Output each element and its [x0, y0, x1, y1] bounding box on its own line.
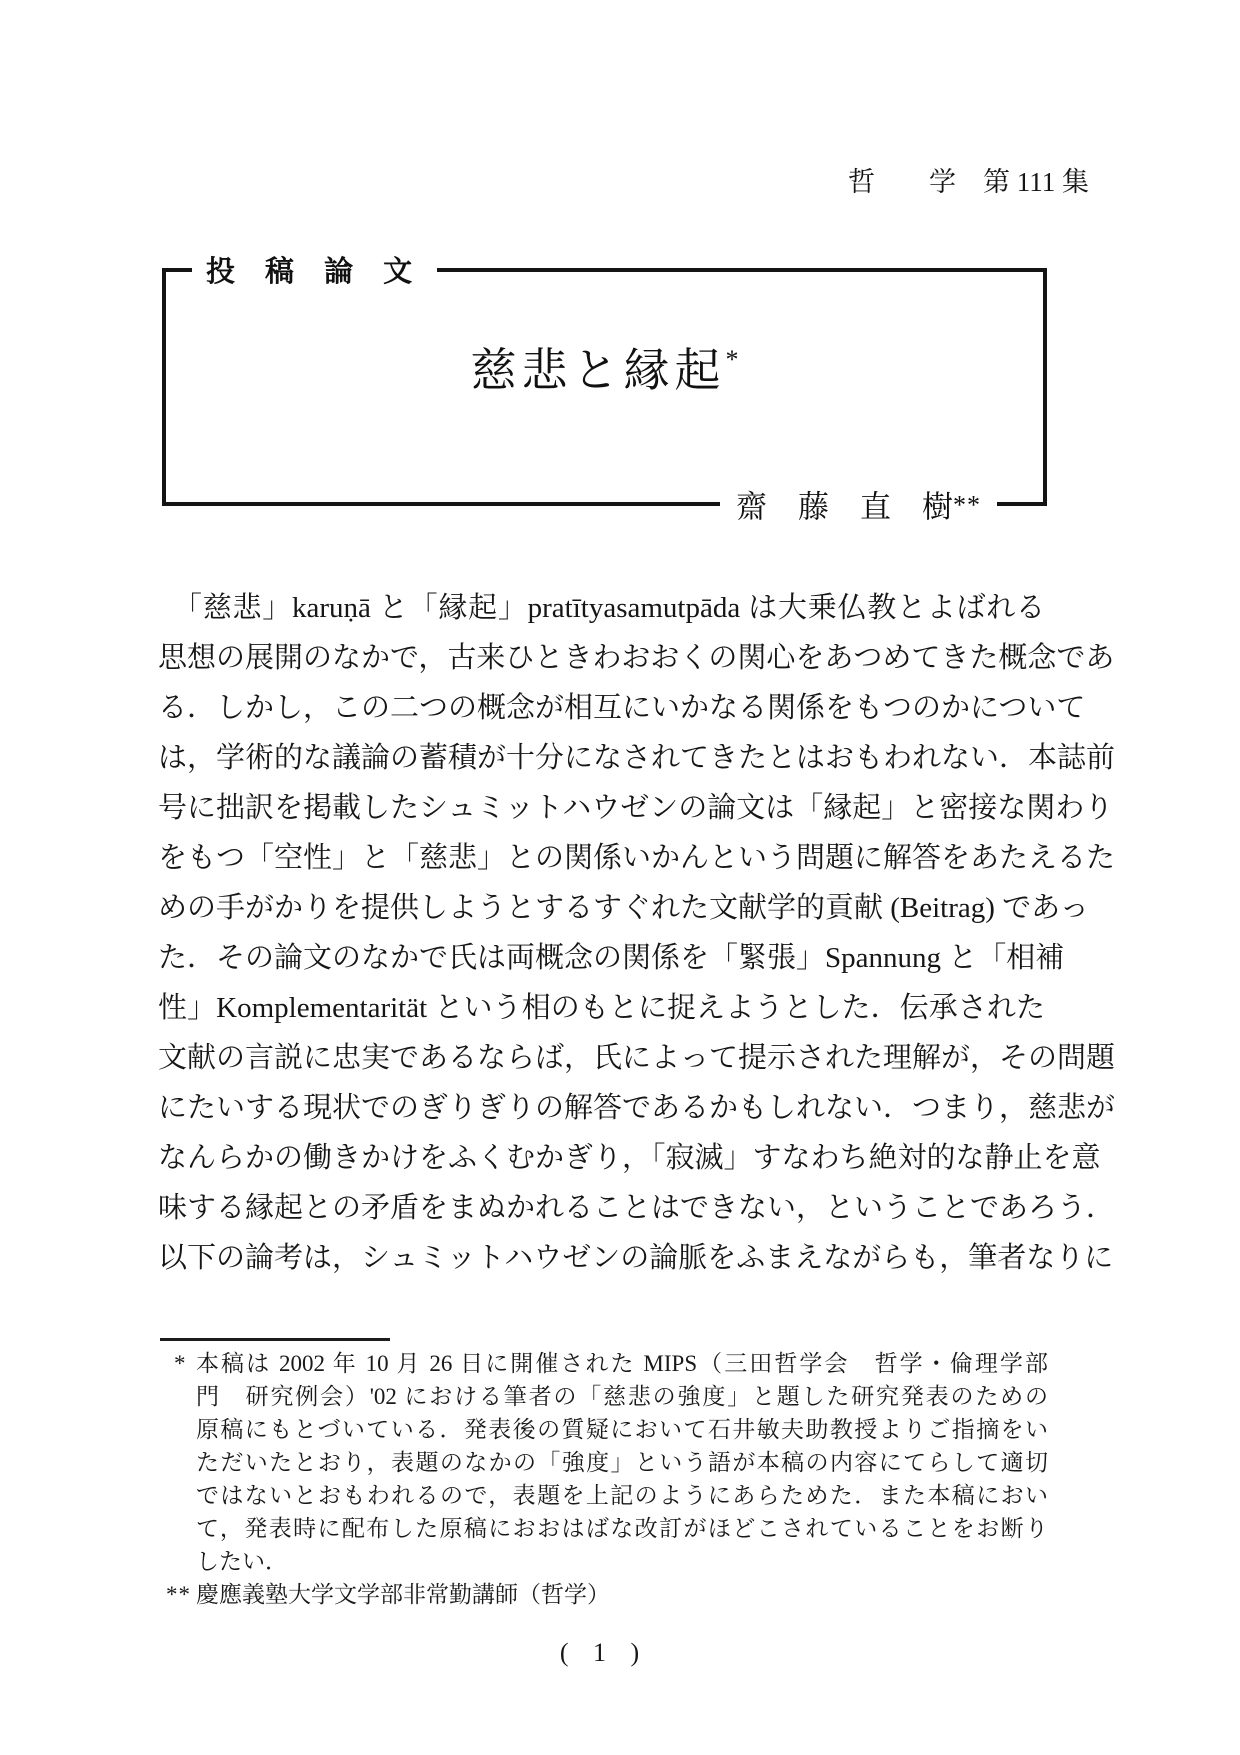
body-line: は，学術的な議論の蓄積が十分になされてきたとはおもわれない．本誌前: [158, 742, 1116, 774]
footnote-line: 門 研究例会）'02 における筆者の「慈悲の強度」と題した研究発表のための: [196, 1384, 1048, 1409]
footnote-text: [196, 1578, 1048, 1611]
page-number: ( 1 ): [559, 1638, 649, 1667]
title-footnote-mark: *: [725, 345, 739, 374]
footnote-marker: *: [174, 1351, 187, 1376]
author-name: [720, 481, 997, 526]
footnote-separator: [160, 1338, 390, 1341]
body-line: 思想の展開のなかで，古来ひときわおおくの関心をあつめてきた概念であ: [158, 642, 1115, 674]
body-line: 性」Komplementarität という相のもとに捉えようとした．伝承された: [158, 992, 1045, 1024]
article-title: [166, 334, 1043, 400]
footnotes: [160, 1347, 1048, 1611]
footnote-line: 慶應義塾大学文学部非常勤講師（哲学）: [196, 1582, 610, 1607]
body-line: た．その論文のなかで氏は両概念の関係を「緊張」Spannung と「相補: [158, 942, 1065, 974]
footnote-line: ではないとおもわれるので，表題を上記のようにあらためた．また本稿におい: [196, 1483, 1048, 1508]
journal-header: 哲 学 第 111 集: [848, 167, 1089, 197]
footnote-line: ただいたとおり，表題のなかの「強度」という語が本稿の内容にてらして適切: [196, 1450, 1048, 1475]
body-line: る．しかし，この二つの概念が相互にいかなる関係をもつのかについて: [158, 692, 1086, 724]
body-line: めの手がかりを提供しようとするすぐれた文献学的貢献 (Beitrag) であっ: [158, 892, 1089, 924]
footnote-line: したい．: [196, 1549, 288, 1574]
footnote-item: [160, 1578, 1048, 1611]
body-line: 号に拙訳を掲載したシュミットハウゼンの論文は「縁起」と密接な関わり: [158, 792, 1114, 824]
article-category-label: 投 稿 論 文: [192, 249, 437, 290]
author-name-text: 齋 藤 直 樹: [736, 489, 953, 525]
body-line: 以下の論考は，シュミットハウゼンの論脈をふまえながらも，筆者なりに: [158, 1242, 1114, 1274]
article-header-box: [162, 256, 1047, 525]
body-line: 文献の言説に忠実であるならば，氏によって提示された理解が，その問題: [158, 1042, 1116, 1074]
footnote-line: 本稿は 2002 年 10 月 26 日に開催された MIPS（三田哲学会 哲学・倫理学部: [196, 1351, 1048, 1376]
body-line: 「慈悲」karuṇā と「縁起」pratītyasamutpāda は大乗仏教とよばれる: [173, 592, 1045, 624]
body-line: 味する縁起との矛盾をまぬかれることはできない，ということであろう．: [158, 1192, 1116, 1224]
body-text: [158, 583, 1116, 1283]
body-line: にたいする現状でのぎりぎりの解答であるかもしれない．つまり，慈悲が: [158, 1092, 1116, 1124]
footnote-marker: **: [166, 1582, 191, 1607]
article-title-text: 慈悲と縁起: [470, 345, 726, 396]
footnote-line: て，発表時に配布した原稿におおはばな改訂がほどこされていることをお断り: [196, 1516, 1048, 1541]
footnote-item: [160, 1347, 1048, 1578]
footnote-line: 原稿にもとづいている．発表後の質疑において石井敏夫助教授よりご指摘をい: [196, 1417, 1048, 1442]
body-line: なんらかの働きかけをふくむかぎり，「寂滅」すなわち絶対的な静止を意: [158, 1142, 1101, 1174]
author-footnote-mark: **: [953, 490, 981, 520]
footnote-text: [196, 1347, 1048, 1578]
body-line: をもつ「空性」と「慈悲」との関係いかんという問題に解答をあたえるた: [158, 842, 1116, 874]
